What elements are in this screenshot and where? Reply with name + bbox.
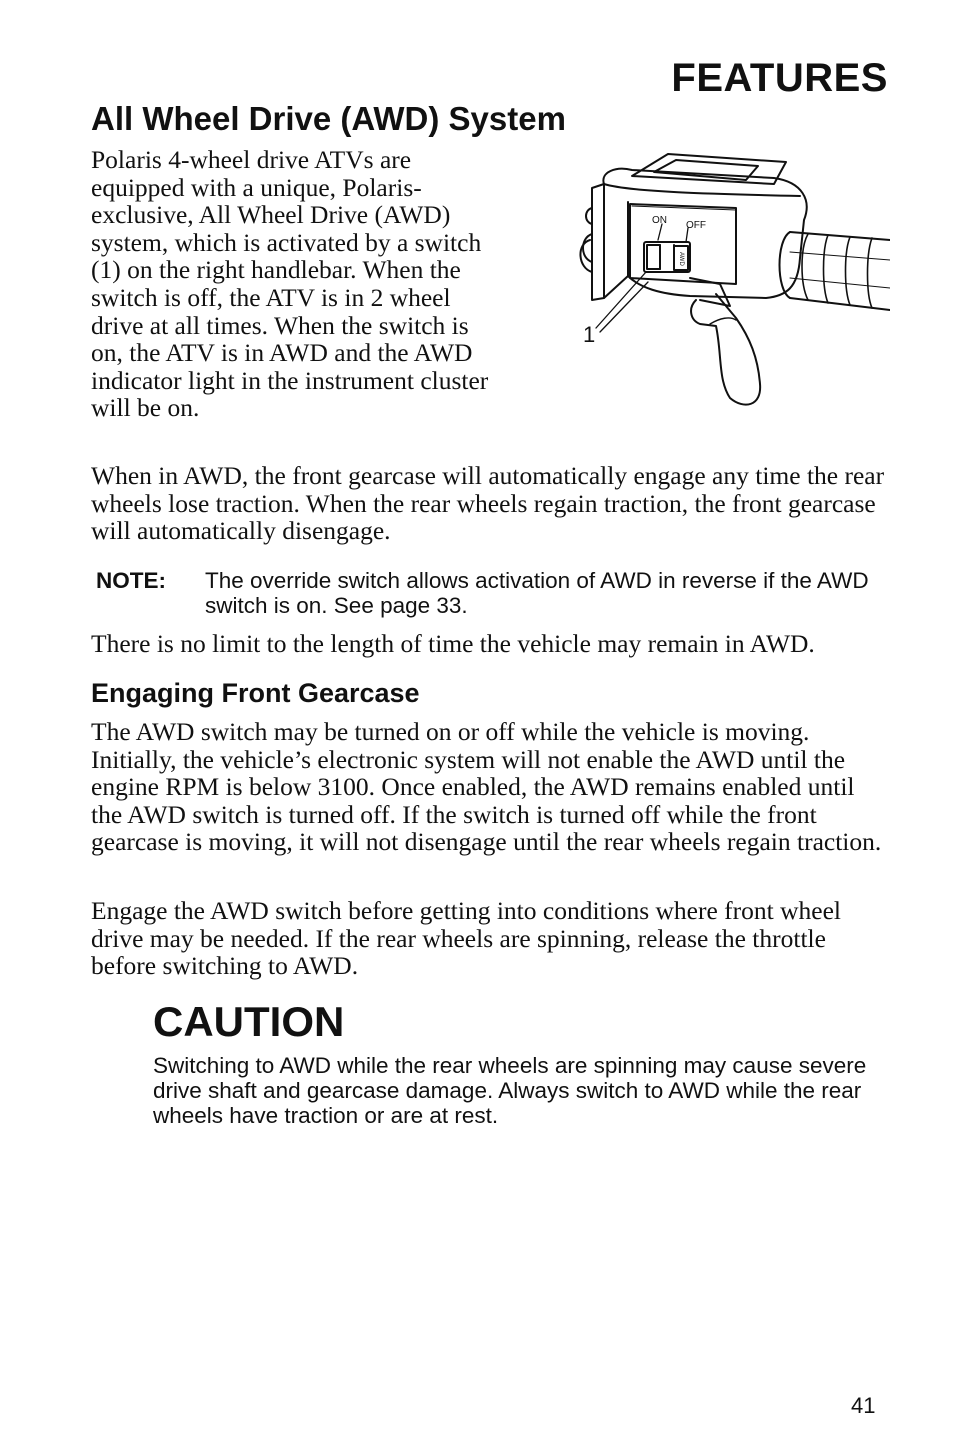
page-number: 41 bbox=[851, 1393, 876, 1418]
awd-paragraph-engagement: When in AWD, the front gearcase will automatically engage any time the rear wheels lose traction. When the rear wheels regain traction, the front gearcase will automatically disengage. bbox=[91, 461, 885, 546]
awd-section-title: All Wheel Drive (AWD) System bbox=[91, 100, 566, 137]
awd-switch-figure bbox=[570, 148, 890, 413]
section-header: FEATURES bbox=[671, 56, 888, 100]
handlebar-switch-illustration bbox=[570, 148, 890, 413]
note-label: NOTE: bbox=[96, 568, 166, 593]
switch-on-label: ON bbox=[652, 215, 667, 226]
engaging-paragraph-2: Engage the AWD switch before getting into conditions where front wheel drive may be needed. If the rear wheels are spinning, release the throttle before switching to AWD. bbox=[91, 896, 841, 981]
switch-off-label: OFF bbox=[686, 220, 706, 231]
note-text: The override switch allows activation of AWD in reverse if the AWD switch is on. See page 33. bbox=[205, 568, 869, 618]
caution-heading: CAUTION bbox=[153, 998, 345, 1045]
engaging-paragraph-1: The AWD switch may be turned on or off while the vehicle is moving. Initially, the vehicle’s electronic system will not enable the AWD until the engine RPM is below 3100. Once enabled, the AWD remains enabled until the AWD switch is turned off. If the switch is turned off while the front gearcase is moving, it will not disengage until the rear wheels regain traction. bbox=[91, 717, 882, 857]
caution-text: Switching to AWD while the rear wheels are spinning may cause severe drive shaft and gearcase damage. Always switch to AWD while the rear wheels have traction or are at rest. bbox=[153, 1053, 867, 1128]
awd-intro-paragraph: Polaris 4-wheel drive ATVs are equipped with a unique, Polaris-exclusive, All Wheel Drive (AWD) system, which is activated by a switch (1) on the right handlebar. When the switch is off, the ATV is in 2 wheel drive at all times. When the switch is on, the ATV is in AWD and the AWD indicator light in the instrument cluster will be on. bbox=[91, 145, 489, 423]
callout-number: 1 bbox=[583, 322, 596, 347]
awd-paragraph-time-limit: There is no limit to the length of time the vehicle may remain in AWD. bbox=[91, 629, 815, 658]
engaging-section-title: Engaging Front Gearcase bbox=[91, 678, 420, 708]
switch-awd-label: AWD bbox=[678, 252, 684, 266]
